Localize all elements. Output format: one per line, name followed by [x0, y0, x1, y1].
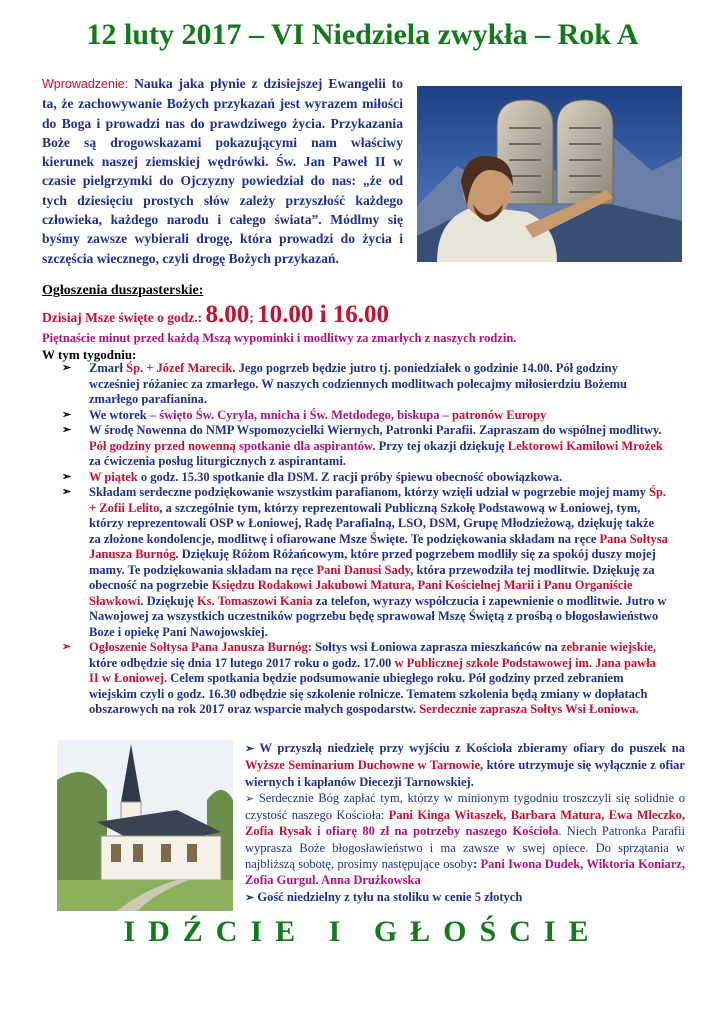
arrow-bullet-icon: ➢	[62, 486, 72, 498]
text-run: . Przy tej okazji dziękuję	[372, 438, 508, 453]
text-run: Ks. Tomaszowi Kania	[197, 593, 313, 608]
text-run: za ćwiczenia posług liturgicznych z aspirantami.	[89, 454, 346, 468]
text-run: Pani Iwona Dudek, Wiktoria Koniarz, Zofia Gurgul. Anna Drużkowska	[245, 857, 685, 888]
arrow-bullet-icon: ➢	[62, 424, 72, 436]
text-run: Lektorowi Kamilowi Mrożek	[507, 438, 663, 453]
announcement-list	[62, 361, 668, 718]
text-run: – święto Św. Cyryla, mnicha i Św. Metdodego, biskupa	[146, 407, 443, 422]
arrow-bullet-icon: ➢	[62, 408, 72, 421]
list-item	[62, 470, 668, 486]
arrow-bullet-icon: ➢	[62, 362, 72, 374]
week-label: W tym tygodniu:	[42, 347, 137, 362]
text-run: Księdzu Rodakowi Jakubowi Matura, Pani Kościelnej Marii i Panu Organiście Sławkowi	[89, 578, 633, 608]
intro-text: Nauka jaka płynie z dzisiejszej Ewangelii to ta, że zachowywanie Bożych przykazań jest wyrazem miłości do Boga i prowadzi nas do prawdziwego życia. Przykazania Boże są drogowskazami pokazującymi nam właściwy kierunek naszej ziemskiej wędrówki. Św. Jan Paweł II w czasie pielgrzymki do Ojczyzny powiedział do nas: „że od tych dziesięciu prostych słów zależy przyszłość każdego człowieka, każdego narodu i całego świata”. Módlmy się byśmy zawsze wybierali drogę, która prowadzi do życia i szczęścia wiecznego, czyli drogę Bożych przykazań.	[42, 76, 403, 266]
text-run: . Niech Patronka Parafii wyprasza Boże błogosławieństwo i ma zawsze w swej opiece. Do sprzątania w najbliższą sobotę, prosimy następujące osoby	[245, 824, 685, 872]
text-run: , która przewodziła tej modlitwie. Dziękuję za obecność na pogrzebie	[89, 562, 655, 592]
text-run: spotkanie dla aspirantów	[239, 438, 373, 453]
lower-announcements	[245, 740, 685, 906]
text-run: – patronów Europy	[442, 407, 547, 422]
list-item	[62, 423, 668, 470]
arrow-bullet-icon: ➢	[245, 891, 255, 904]
arrow-bullet-icon: ➢	[245, 792, 255, 805]
lower-paragraph	[245, 790, 685, 889]
text-run: za telefon, wyrazy współczucia i zapewnienie o modlitwie. Jutro w Nawojowej za wszystkich uczestników pogrzebu będę sprawował Mszę Świętą z prośbą o błogosławieństwo Boze i opiekę Pani Nawojowskiej.	[89, 593, 667, 639]
text-run: Śp. + Józef Marecik	[126, 361, 233, 375]
list-item	[62, 408, 668, 424]
church-image	[57, 740, 233, 911]
text-run: które odbędzie się dnia 17 lutego 2017 roku o godz. 17.00	[89, 655, 395, 670]
text-run: Wyższe Seminarium Duchowne w Tarnowie	[245, 758, 480, 773]
text-run: Serdecznie Bóg zapłać tym, którzy w minionym tygodniu troszczyli się solidnie o czystość naszego Kościoła:	[245, 790, 685, 823]
announcements-heading: Ogłoszenia duszpasterskie:	[42, 283, 204, 298]
text-run: Celem spotkania będzie podsumowanie ubiegłego roku. Pół godziny przed zebraniem wiejskim czyli o godz. 16.30 odbędzie się szkolenie rolnicze. Tematem szkolenia będą zmiany w dopłatach obszarowych na rok 2017 oraz wsparcie małych gospodarstw.	[89, 671, 648, 716]
mass-times-line	[42, 301, 702, 329]
text-run: Gość niedzielny z tyłu na stoliku w cenie 5 złotych	[254, 889, 523, 904]
text-run: W piątek	[89, 469, 138, 484]
text-run: Pani Danusi Sady	[316, 562, 411, 577]
list-item	[62, 640, 668, 718]
intro-label: Wprowadzenie	[42, 77, 125, 91]
lower-paragraph	[245, 889, 685, 906]
text-run: w Publicznej szkole Podstawowej im. Jana pawła II w Łoniowej.	[89, 655, 656, 685]
text-run: i ofiarę 80 zł na potrzeby naszego Kościoła	[311, 824, 559, 839]
text-run: Sołtys wsi Łoniowa zaprasza mieszkańców na	[311, 640, 561, 654]
arrow-bullet-icon: ➢	[62, 470, 72, 483]
text-run: o godz. 15.30 spotkanie dla DSM. Z racji próby śpiewu obecność obowiązkowa.	[137, 469, 563, 484]
text-run: Serdecznie zaprasza Sołtys Wsi Łoniowa.	[419, 702, 639, 716]
text-run: W środę Nowenna do NMP Wspomozycielki Wiernych, Patronki Parafii. Zapraszam do wspólnej modlitwy.	[89, 423, 662, 437]
text-run: . Jego pogrzeb będzie jutro tj. poniedziałek o godzinie 14.00. Pół godziny wcześniej różaniec za zmarłego. W naszych codziennych modlitwach polecajmy miłosierdziu Bożemu zmarłego parafianina.	[89, 361, 627, 406]
text-run: We wtorek	[89, 407, 147, 422]
text-run: Zmarł	[89, 361, 127, 375]
text-run: . Dziękuję	[140, 593, 197, 608]
text-run: Składam serdeczne podziękowanie wszystkim parafianom, którzy wzięli udział w pogrzebie mojej mamy	[89, 485, 650, 499]
text-run: Pana Sołtysa Janusza Burnóg	[89, 531, 668, 561]
text-run: , które utrzymuje się wyłącznie z ofiar wiernych i kapłanów Diecezji Tarnowskiej.	[245, 758, 685, 789]
text-run: zebranie wiejskie,	[560, 640, 657, 654]
text-run: . Dziękuję Różom Różańcowym, które przed pogrzebem modliły się za spokój duszy mojej mamy. Te podziękowania składam na ręce	[89, 547, 656, 577]
text-run: Pani Kinga Witaszek, Barbara Matura, Ewa Mleczko, Zofia Rysak	[245, 808, 685, 839]
mass-time-separator: ;	[249, 310, 254, 325]
text-run: Pół godziny przed nowenną	[89, 438, 240, 453]
text-run: Śp. + Zofii Lelito	[89, 485, 667, 515]
lower-paragraph	[245, 740, 685, 790]
ten-commandments-image	[417, 86, 682, 262]
intro-colon: :	[124, 77, 129, 91]
page-title: 12 luty 2017 – VI Niedziela zwykła – Rok A	[86, 18, 639, 51]
mass-times-label: Dzisiaj Msze święte o godz.:	[42, 310, 203, 325]
mass-time-first: 8.00	[205, 301, 250, 328]
text-run: , a szczególnie tym, którzy reprezentowali Publiczną Szkołę Podstawową w Łoniowej, tym, którzy reprezentowali OSP w Łoniowej, Radę Parafialną, LSO, DSM, Grupę Młodzieżową, dziękuję także za złożone kondolencje, modlitwę i ofiarowane Msze Święte. Te podziękowania składam na ręce	[89, 500, 655, 546]
closing-slogan: IDŹCIE I GŁOŚCIE	[123, 915, 602, 948]
arrow-bullet-icon: ➢	[62, 641, 72, 653]
intro-paragraph	[42, 74, 682, 268]
text-run: Ogłoszenie Sołtysa Pana Janusza Burnóg:	[89, 640, 312, 654]
text-run: :	[473, 857, 481, 872]
list-item	[62, 485, 668, 640]
mass-time-rest: 10.00 i 16.00	[257, 301, 390, 328]
memorial-note: Piętnaście minut przed każdą Mszą wypominki i modlitwy za zmarłych z naszych rodzin.	[42, 331, 517, 345]
arrow-bullet-icon: ➢	[245, 743, 255, 755]
text-run: W przyszłą niedzielę przy wyjściu z Kościoła zbieramy ofiary do puszek na	[254, 741, 685, 755]
list-item	[62, 361, 668, 408]
